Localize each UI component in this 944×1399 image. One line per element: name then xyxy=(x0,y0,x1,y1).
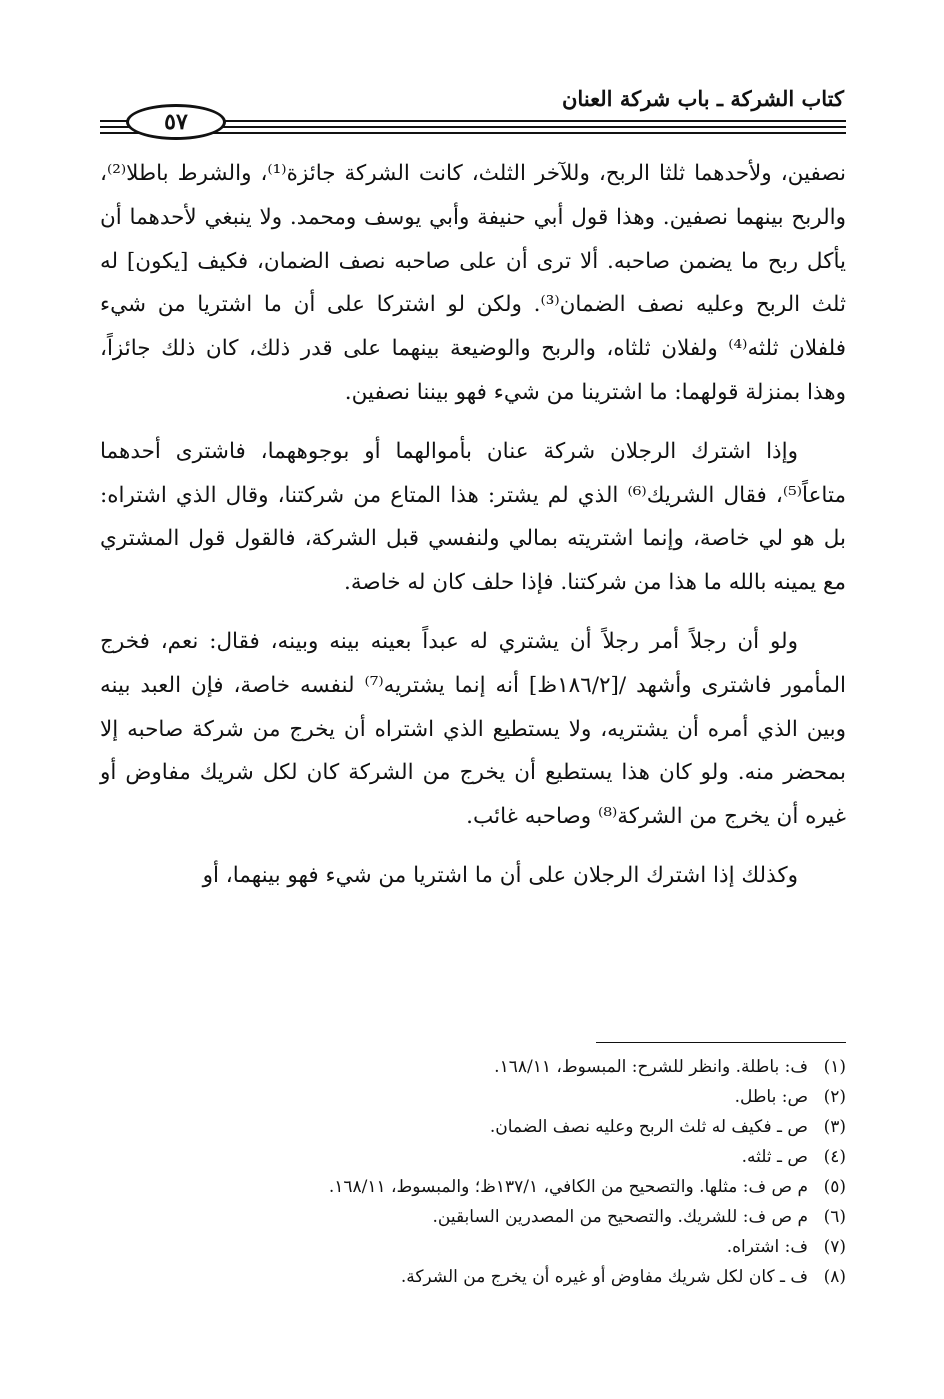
footnote xyxy=(100,1232,846,1262)
paragraph: وإذا اشترك الرجلان شركة عنان بأموالهما أو بوجوههما، فاشترى أحدهما متاعاً⁽⁵⁾، فقال الشريك⁽⁶⁾ الذي لم يشتر: هذا المتاع من شركتنا، وقال الذي اشتراه: بل هو لي خاصة، وإنما اشتريته بمالي ولنفسي قبل الشركة، فالقول قول المشتري مع يمينه بالله ما هذا من شركتنا. فإذا حلف كان له خاصة. xyxy=(100,438,846,596)
footnote-text: ف: اشتراه. xyxy=(726,1237,808,1257)
main-text xyxy=(100,152,846,898)
footnote xyxy=(100,1052,846,1082)
footnote-number: (٤) xyxy=(823,1147,846,1167)
footnote-text: م ص ف: مثلها. والتصحيح من الكافي، ١٣٧/١ظ؛ والمبسوط، ١٦٨/١١. xyxy=(328,1177,808,1197)
footnote xyxy=(100,1112,846,1142)
paragraph: نصفين، ولأحدهما ثلثا الربح، وللآخر الثلث، كانت الشركة جائزة⁽¹⁾، والشرط باطلا⁽²⁾، والربح بينهما نصفين. وهذا قول أبي حنيفة وأبي يوسف ومحمد. ولا ينبغي لأحدهما أن يأكل ربح ما يضمن صاحبه. ألا ترى أن على صاحبه نصف الضمان، فكيف [يكون] له ثلث الربح وعليه نصف الضمان⁽³⁾. ولكن لو اشتركا على أن ما اشتريا من شيء فلفلان ثلثه⁽⁴⁾ ولفلان ثلثاه، والربح والوضيعة بينهما على قدر ذلك، كان ذلك جائزاً، وهذا بمنزلة قولهما: ما اشترينا من شيء فهو بيننا نصفين. xyxy=(100,161,847,405)
page-header xyxy=(100,80,846,140)
footnote-text: ص: باطل. xyxy=(734,1087,808,1107)
footnote-number: (٦) xyxy=(823,1207,846,1227)
footnote-number: (٨) xyxy=(823,1267,846,1287)
page-number: ٥٧ xyxy=(126,104,226,140)
footnote xyxy=(100,1082,846,1112)
footnote-number: (٥) xyxy=(823,1177,846,1197)
footnote xyxy=(100,1142,846,1172)
footnote-text: ف: باطلة. وانظر للشرح: المبسوط، ١٦٨/١١. xyxy=(494,1057,808,1077)
running-title: كتاب الشركة ـ باب شركة العنان xyxy=(562,86,844,111)
footnote xyxy=(100,1262,846,1292)
paragraph: ولو أن رجلاً أمر رجلاً أن يشتري له عبداً بعينه بينه وبينه، فقال: نعم، فخرج المأمور فاشترى وأشهد /[١٨٦/٢ظ] أنه إنما يشتريه⁽⁷⁾ لنفسه خاصة، فإن العبد بينه وبين الذي أمره أن يشتريه، ولا يستطيع الذي اشتراه أن يخرج من شركة صاحبه إلا بمحضر منه. ولو كان هذا يستطيع أن يخرج من الشركة كان لكل شريك مفاوض أو غيره أن يخرج من الشركة⁽⁸⁾ وصاحبه غائب. xyxy=(100,628,846,830)
footnote-text: ف ـ كان لكل شريك مفاوض أو غيره أن يخرج من الشركة. xyxy=(400,1267,808,1287)
footnote-number: (٧) xyxy=(823,1237,846,1257)
footnote xyxy=(100,1202,846,1232)
footnotes xyxy=(100,1052,846,1292)
footnote-text: ص ـ فكيف له ثلث الربح وعليه نصف الضمان. xyxy=(489,1117,808,1137)
footnote-separator xyxy=(596,1042,846,1043)
paragraph: وكذلك إذا اشترك الرجلان على أن ما اشتريا من شيء فهو بينهما، أو xyxy=(202,862,798,888)
footnote-text: م ص ف: للشريك. والتصحيح من المصدرين السابقين. xyxy=(432,1207,808,1227)
footnote-number: (٣) xyxy=(823,1117,846,1137)
footnote-text: ص ـ ثلثه. xyxy=(741,1147,808,1167)
footnote-number: (٢) xyxy=(823,1087,846,1107)
footnote-number: (١) xyxy=(823,1057,846,1077)
footnote xyxy=(100,1172,846,1202)
